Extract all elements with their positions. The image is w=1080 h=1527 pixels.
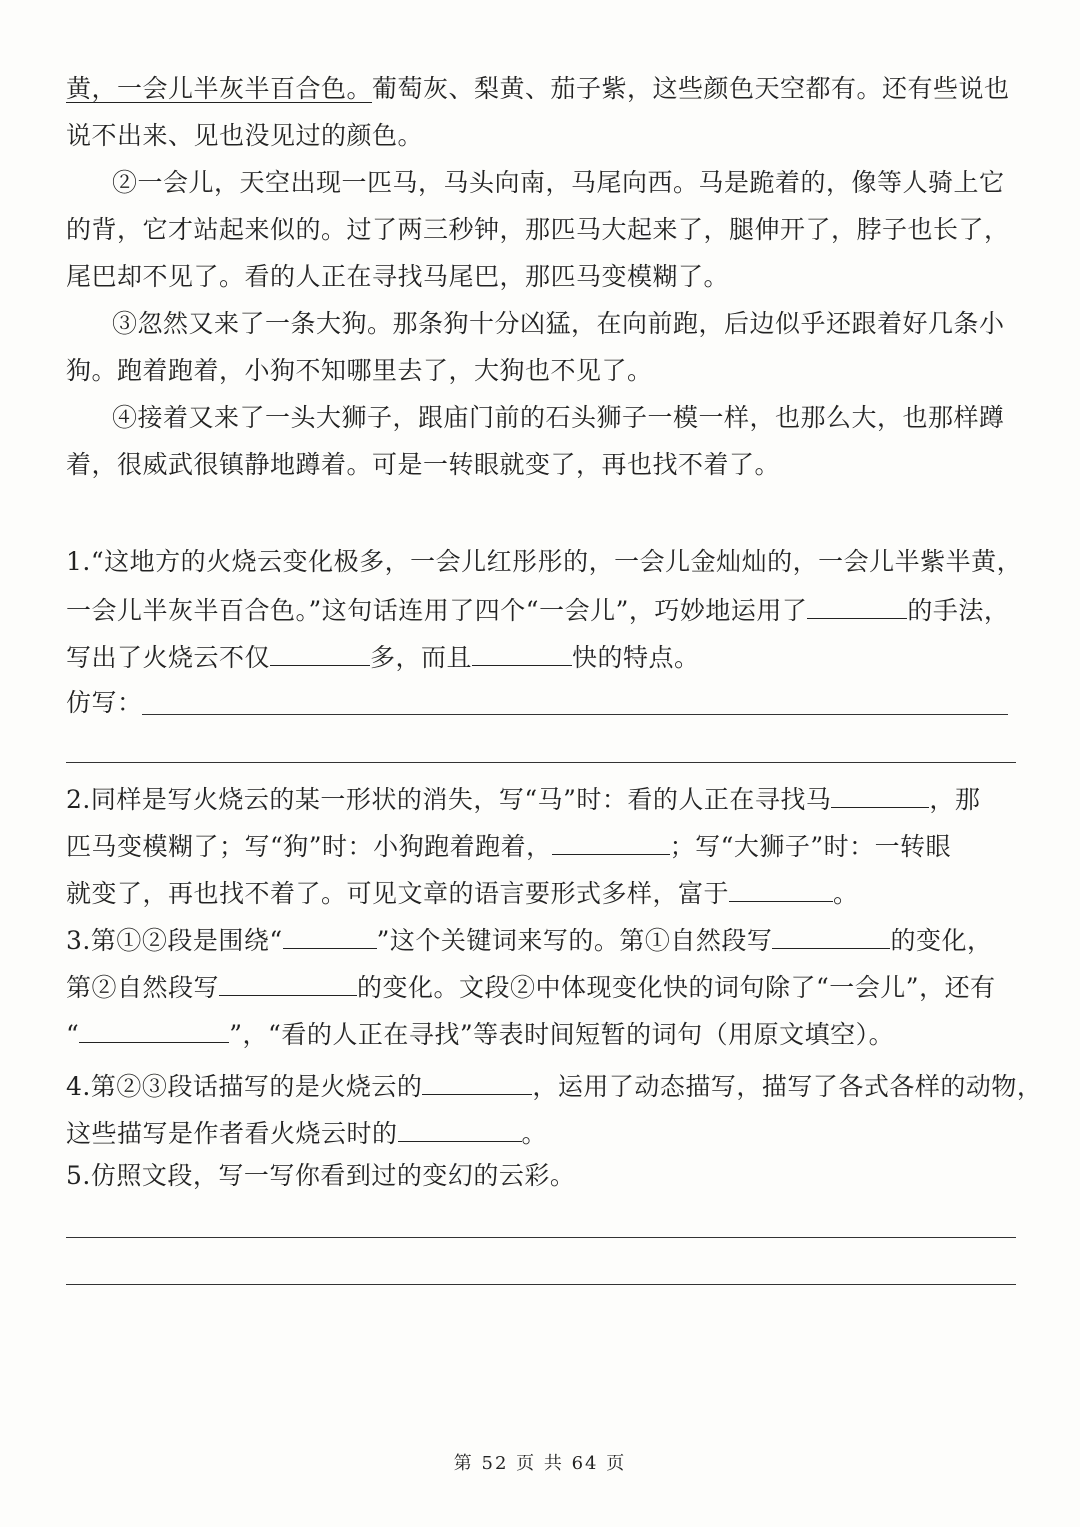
question-1-line-1: 1.“这地方的火烧云变化极多，一会儿红彤彤的，一会儿金灿灿的，一会儿半紫半黄，	[66, 547, 1023, 576]
question-text: ；写“大狮子”时：一转眼	[669, 832, 952, 861]
question-2-line-1	[66, 783, 1016, 815]
question-5-line-1: 5.仿照文段，写一写你看到过的变幻的云彩。	[66, 1161, 576, 1190]
question-2-line-2	[66, 830, 1016, 862]
question-text: ，那	[929, 785, 981, 814]
question-1-line-3	[66, 641, 1016, 673]
question-3-line-3	[66, 1018, 1016, 1050]
passage-text: 葡萄灰、梨黄、茄子紫，这些颜色天空都有。还有些说也	[372, 74, 1010, 103]
fill-blank-shape[interactable]	[422, 1070, 532, 1095]
paragraph-2-line-1: ②一会儿，天空出现一匹马，马头向南，马尾向西。马是跪着的，像等人骑上它	[112, 168, 1005, 197]
paragraph-2-line-2: 的背，它才站起来似的。过了两三秒钟，那匹马大起来了，腿伸开了，脖子也长了，	[66, 215, 1010, 244]
question-text: 的变化，	[890, 926, 993, 955]
question-4-line-1	[66, 1070, 1043, 1102]
paragraph-3-line-2: 狗。跑着跑着，小狗不知哪里去了，大狗也不见了。	[66, 356, 653, 385]
underlined-text: 黄，一会儿半灰半百合色。	[66, 74, 373, 103]
question-text: 多，而且	[370, 643, 473, 672]
fill-blank-paragraph-2[interactable]	[219, 971, 357, 996]
fill-blank-imagination[interactable]	[398, 1117, 522, 1142]
fill-blank-horse[interactable]	[831, 783, 929, 808]
paragraph-2-line-3: 尾巴却不见了。看的人正在寻找马尾巴，那匹马变模糊了。	[66, 262, 730, 291]
fill-blank-paragraph-1[interactable]	[772, 924, 890, 949]
question-text: ”，“看的人正在寻找”等表时间短暂的词句（用原文填空）。	[229, 1020, 895, 1049]
question-text: 这些描写是作者看火烧云时的	[66, 1119, 398, 1148]
fill-blank-many[interactable]	[270, 641, 370, 666]
fill-blank-fast[interactable]	[472, 641, 572, 666]
question-text: 2.同样是写火烧云的某一形状的消失，写“马”时：看的人正在寻找马	[66, 785, 832, 814]
question-text: 的手法，	[907, 596, 1010, 625]
paragraph-3-line-1: ③忽然又来了一条大狗。那条狗十分凶猛，在向前跑，后边似乎还跟着好几条小	[112, 309, 1005, 338]
fill-blank-dog[interactable]	[552, 830, 670, 855]
question-3-line-2	[66, 971, 1016, 1003]
writing-answer-line-2[interactable]	[66, 1284, 1016, 1285]
question-3-line-1	[66, 924, 1016, 956]
fill-blank-technique[interactable]	[807, 594, 907, 619]
question-2-line-3	[66, 877, 1016, 909]
fill-blank-variety[interactable]	[729, 877, 833, 902]
question-4-line-2	[66, 1117, 1016, 1149]
passage-line-1	[66, 74, 1016, 104]
passage-line-2: 说不出来、见也没见过的颜色。	[66, 121, 424, 150]
question-text: 匹马变模糊了；写“狗”时：小狗跑着跑着，	[66, 832, 552, 861]
question-text: 快的特点。	[572, 643, 700, 672]
fill-blank-keyword[interactable]	[283, 924, 377, 949]
question-text: 就变了，再也找不着了。可见文章的语言要形式多样，富于	[66, 879, 730, 908]
page-number: 第 52 页 共 64 页	[453, 1453, 627, 1474]
question-text: “	[66, 1020, 80, 1049]
question-text: 写出了火烧云不仅	[66, 643, 271, 672]
question-text: 3.第①②段是围绕“	[66, 926, 283, 955]
question-text: 的变化。文段②中体现变化快的词句除了“一会儿”，还有	[357, 973, 996, 1002]
question-text: 第②自然段写	[66, 973, 220, 1002]
writing-answer-line-1[interactable]	[66, 1237, 1016, 1238]
question-text: ”这个关键词来写的。第①自然段写	[376, 926, 773, 955]
question-1-line-2	[66, 594, 1016, 626]
imitate-answer-line-2[interactable]	[66, 762, 1016, 763]
question-text: 。	[521, 1119, 548, 1148]
question-text: 一会儿半灰半百合色。”这句话连用了四个“一会儿”，巧妙地运用了	[66, 596, 808, 625]
fill-blank-quote[interactable]	[79, 1018, 229, 1043]
paragraph-4-line-1: ④接着又来了一头大狮子，跟庙门前的石头狮子一模一样，也那么大，也那样蹲	[112, 403, 1005, 432]
question-text: ，运用了动态描写，描写了各式各样的动物，	[532, 1072, 1043, 1101]
imitate-label: 仿写：	[66, 688, 143, 717]
imitate-answer-line-1[interactable]	[142, 714, 1008, 715]
question-text: 4.第②③段话描写的是火烧云的	[66, 1072, 423, 1101]
question-text: 。	[833, 879, 859, 908]
paragraph-4-line-2: 着，很威武很镇静地蹲着。可是一转眼就变了，再也找不着了。	[66, 450, 781, 479]
